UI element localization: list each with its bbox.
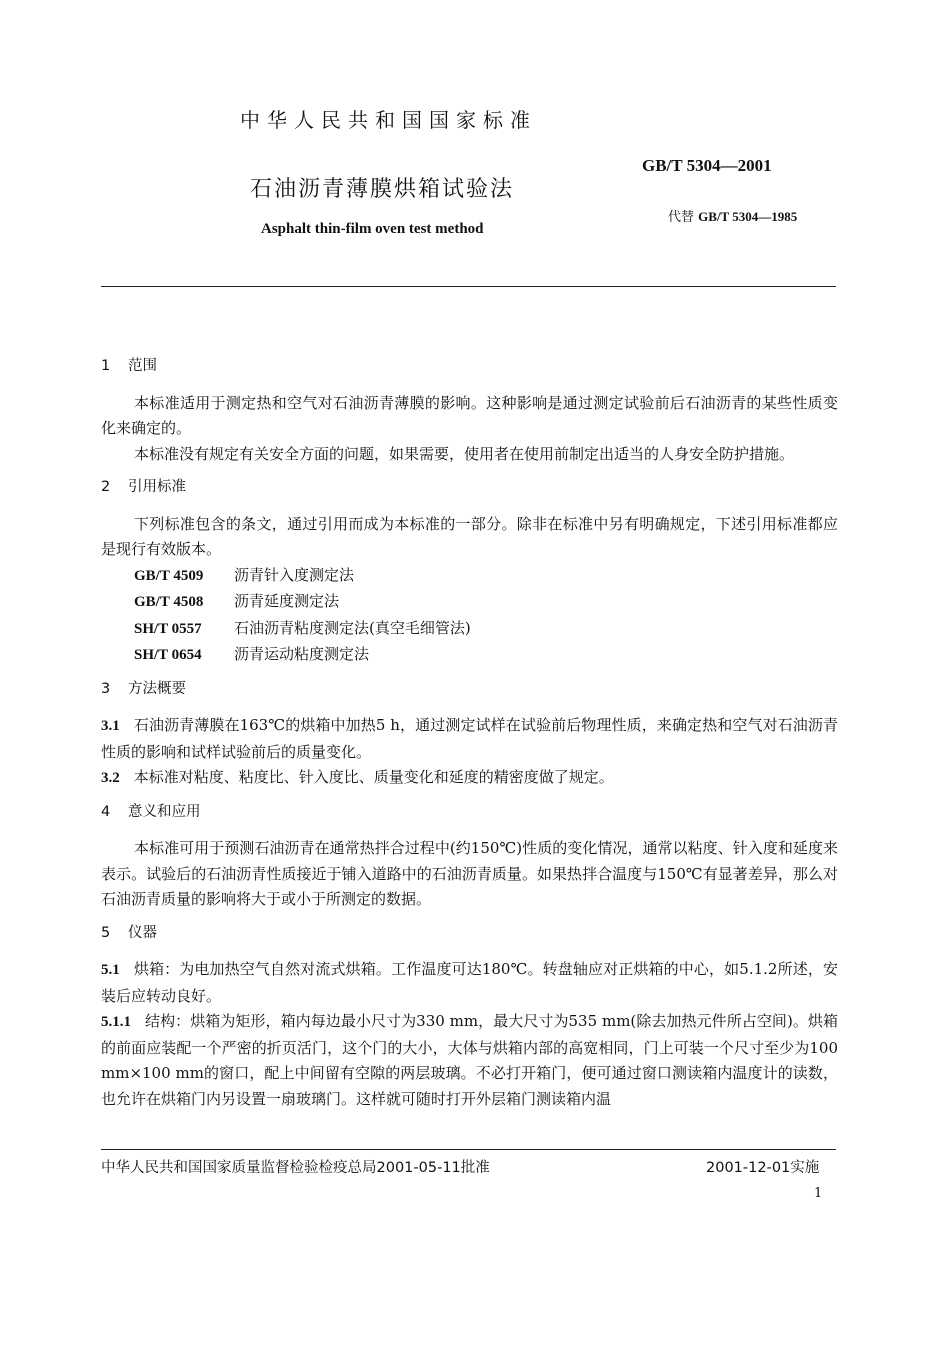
clause-number: 3.1 [101,718,120,734]
section-4-heading [101,800,838,826]
section-3-heading [101,677,838,703]
clause-number: 5.1 [101,962,120,978]
reference-code: GB/T 4509 [134,567,204,584]
reference-title: 沥青延度测定法 [234,592,340,610]
reference-code: SH/T 0654 [134,647,202,663]
section-title: 方法概要 [128,680,186,697]
clause-text: 结构：烘箱为矩形，箱内每边最小尺寸为330 mm，最大尺寸为535 mm(除去加热元件所占空间)。烘箱的前面应装配一个严密的折页活门，这个门的大小，大体与烘箱内部的高宽相同，门上可装一个尺寸至少为100 mm×100 mm的窗口，配上中间留有空隙的两层玻璃。不必打开箱门，便可通过窗口测读箱内温度计的读数，也允许在烘箱门内另设置一扇玻璃门。这样就可随时打开外层箱门测读箱内温 [101,1012,838,1108]
replaces-code: GB/T 5304—1985 [698,209,798,224]
replaces-prefix: 代替 [668,210,695,225]
section-4-paragraph-1: 本标准可用于预测石油沥青在通常热拌合过程中(约150℃)性质的变化情况，通常以粘度、针入度和延度来表示。试验后的石油沥青性质接近于铺入道路中的石油沥青质量。如果热拌合温度与150℃有显著差异，那么对石油沥青质量的影响将大于或小于所测定的数据。 [101,839,838,908]
section-number: 3 [101,680,111,697]
header-divider [101,286,836,287]
section-number: 2 [101,479,111,495]
footer-divider [101,1149,836,1150]
clause-text: 本标准对粘度、粘度比、针入度比、质量变化和延度的精密度做了规定。 [133,768,614,786]
clause-number: 3.2 [101,770,120,786]
reference-item [101,616,838,643]
section-1-heading [101,354,838,380]
reference-item [101,563,838,590]
section-title: 意义和应用 [128,803,201,820]
reference-code: SH/T 0557 [134,620,202,637]
reference-title: 沥青运动粘度测定法 [234,645,370,663]
document-title-cn: 石油沥青薄膜烘箱试验法 [250,177,515,202]
clause-text: 烘箱：为电加热空气自然对流式烘箱。工作温度可达180℃。转盘轴应对正烘箱的中心，如5.1.2所述，安装后应转动良好。 [101,960,838,1005]
reference-title: 沥青针入度测定法 [234,565,355,584]
section-title: 仪器 [128,924,157,941]
section-2-heading [101,475,838,501]
section-5-heading [101,921,838,947]
page-number: 1 [814,1186,823,1201]
reference-title: 石油沥青粘度测定法(真空毛细管法) [234,618,471,637]
clause-5-1-1 [101,1009,838,1112]
section-title: 引用标准 [128,479,186,495]
section-number: 1 [101,358,111,374]
reference-code: GB/T 4508 [134,594,204,610]
section-1-paragraph-1: 本标准适用于测定热和空气对石油沥青薄膜的影响。这种影响是通过测定试验前后石油沥青的某些性质变化来确定的。 [101,393,838,437]
clause-3-1 [101,713,838,765]
section-1-paragraph-2: 本标准没有规定有关安全方面的问题，如果需要，使用者在使用前制定出适当的人身安全防护措施。 [134,444,795,463]
section-2-paragraph-1: 下列标准包含的条文，通过引用而成为本标准的一部分。除非在标准中另有明确规定，下述引用标准都应是现行有效版本。 [101,514,838,558]
standard-number: GB/T 5304—2001 [642,156,772,175]
clause-text: 石油沥青薄膜在163℃的烘箱中加热5 h，通过测定试样在试验前后物理性质，来确定热和空气对石油沥青性质的影响和试样试验前后的质量变化。 [101,716,838,761]
approval-note: 中华人民共和国国家质量监督检验检疫总局2001-05-11批准 [101,1160,490,1176]
replaces-note [668,206,797,225]
document-title-en: Asphalt thin-film oven test method [261,221,484,237]
national-standard-heading: 中华人民共和国国家标准 [240,108,537,132]
section-title: 范围 [128,358,157,374]
section-number: 5 [101,924,111,941]
reference-item [101,642,838,669]
clause-3-2 [101,765,838,792]
reference-item [101,589,838,616]
section-number: 4 [101,803,111,820]
implementation-date: 2001-12-01实施 [706,1160,820,1176]
clause-number: 5.1.1 [101,1014,131,1030]
clause-5-1 [101,957,838,1009]
document-body [101,354,838,1112]
